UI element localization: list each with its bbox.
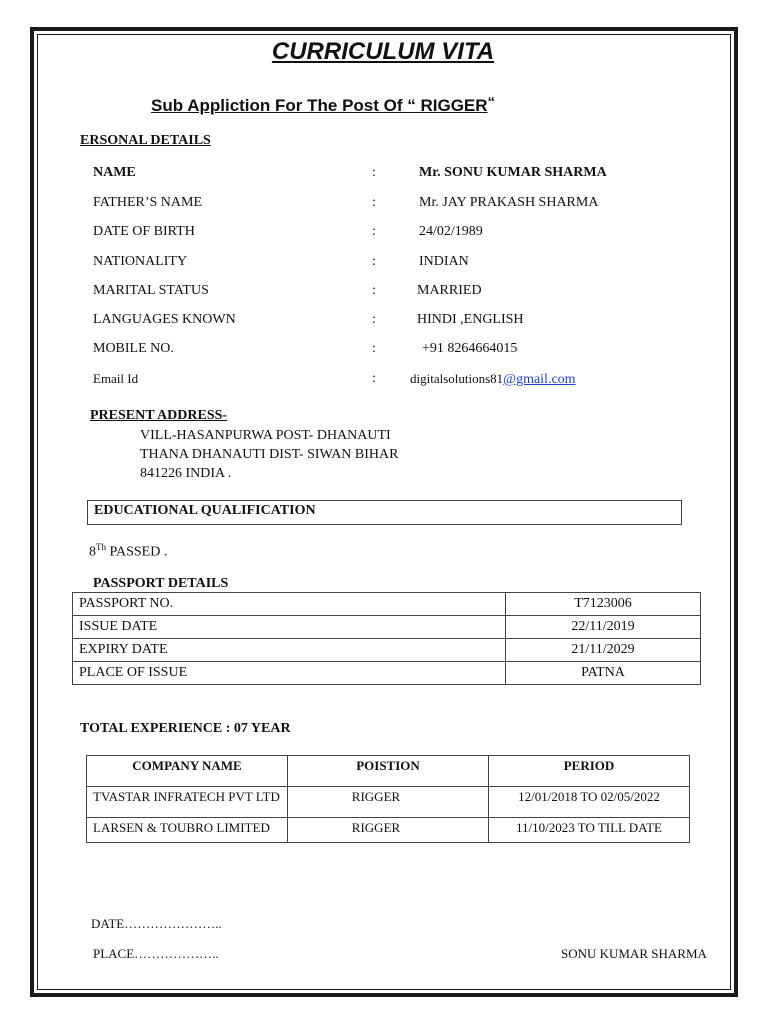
email-value: digitalsolutions81@gmail.com [410, 371, 576, 387]
present-address-heading: PRESENT ADDRESS- [90, 408, 228, 423]
issue-date-label: ISSUE DATE [73, 616, 506, 639]
colon: : [372, 254, 376, 269]
nationality-label: NATIONALITY [93, 254, 188, 269]
cv-subtitle: Sub Appliction For The Post Of “ RIGGER“ [151, 94, 496, 115]
position-cell: RIGGER [288, 787, 489, 818]
table-row [87, 787, 690, 818]
colon: : [372, 341, 376, 356]
education-heading-box [87, 500, 682, 525]
issue-date-value: 22/11/2019 [506, 616, 701, 639]
date-line: DATE………………….. [91, 916, 222, 931]
period-header: PERIOD [489, 756, 690, 787]
place-of-issue-label: PLACE OF ISSUE [73, 662, 506, 685]
name-label: NAME [93, 165, 136, 180]
company-cell: LARSEN & TOUBRO LIMITED [87, 818, 288, 843]
email-label: Email Id [93, 371, 139, 386]
address-line: 841226 INDIA . [140, 466, 232, 481]
languages-label: LANGUAGES KNOWN [93, 312, 236, 327]
place-of-issue-value: PATNA [506, 662, 701, 685]
table-row [73, 639, 701, 662]
table-header-row [87, 756, 690, 787]
period-cell: 11/10/2023 TO TILL DATE [489, 818, 690, 843]
marital-status-label: MARITAL STATUS [93, 283, 209, 298]
company-cell: TVASTAR INFRATECH PVT LTD [87, 787, 288, 818]
colon: : [372, 312, 376, 327]
expiry-date-label: EXPIRY DATE [73, 639, 506, 662]
total-experience-heading: TOTAL EXPERIENCE : 07 YEAR [80, 721, 291, 736]
address-line: VILL-HASANPURWA POST- DHANAUTI [140, 428, 391, 443]
table-row [73, 616, 701, 639]
table-row [73, 593, 701, 616]
signature-name: SONU KUMAR SHARMA [561, 946, 707, 961]
colon: : [372, 195, 376, 210]
position-header: POISTION [288, 756, 489, 787]
passport-heading: PASSPORT DETAILS [93, 576, 229, 591]
name-value: Mr. SONU KUMAR SHARMA [419, 165, 607, 180]
table-row [73, 662, 701, 685]
address-line: THANA DHANAUTI DIST- SIWAN BIHAR [140, 447, 399, 462]
expiry-date-value: 21/11/2029 [506, 639, 701, 662]
mobile-value: +91 8264664015 [422, 341, 518, 356]
passport-no-value: T7123006 [506, 593, 701, 616]
dob-value: 24/02/1989 [419, 224, 483, 239]
nationality-value: INDIAN [419, 254, 469, 269]
father-name-value: Mr. JAY PRAKASH SHARMA [419, 195, 599, 210]
period-cell: 12/01/2018 TO 02/05/2022 [489, 787, 690, 818]
company-name-header: COMPANY NAME [87, 756, 288, 787]
table-row [87, 818, 690, 843]
passport-table [72, 592, 701, 685]
passport-no-label: PASSPORT NO. [73, 593, 506, 616]
cv-title: CURRICULUM VITA [271, 38, 495, 65]
education-entry: 8Th PASSED . [89, 542, 168, 560]
colon: : [372, 371, 376, 386]
marital-status-value: MARRIED [417, 283, 482, 298]
personal-details-heading: ERSONAL DETAILS [80, 133, 211, 148]
education-heading: EDUCATIONAL QUALIFICATION [94, 503, 316, 518]
colon: : [372, 224, 376, 239]
colon: : [372, 165, 376, 180]
mobile-label: MOBILE NO. [93, 341, 174, 356]
experience-table [86, 755, 690, 843]
place-line: PLACE……………….. [93, 946, 219, 961]
father-name-label: FATHER’S NAME [93, 195, 203, 210]
languages-value: HINDI ,ENGLISH [417, 312, 524, 327]
email-link[interactable]: @gmail.com [503, 372, 576, 387]
colon: : [372, 283, 376, 298]
position-cell: RIGGER [288, 818, 489, 843]
dob-label: DATE OF BIRTH [93, 224, 195, 239]
